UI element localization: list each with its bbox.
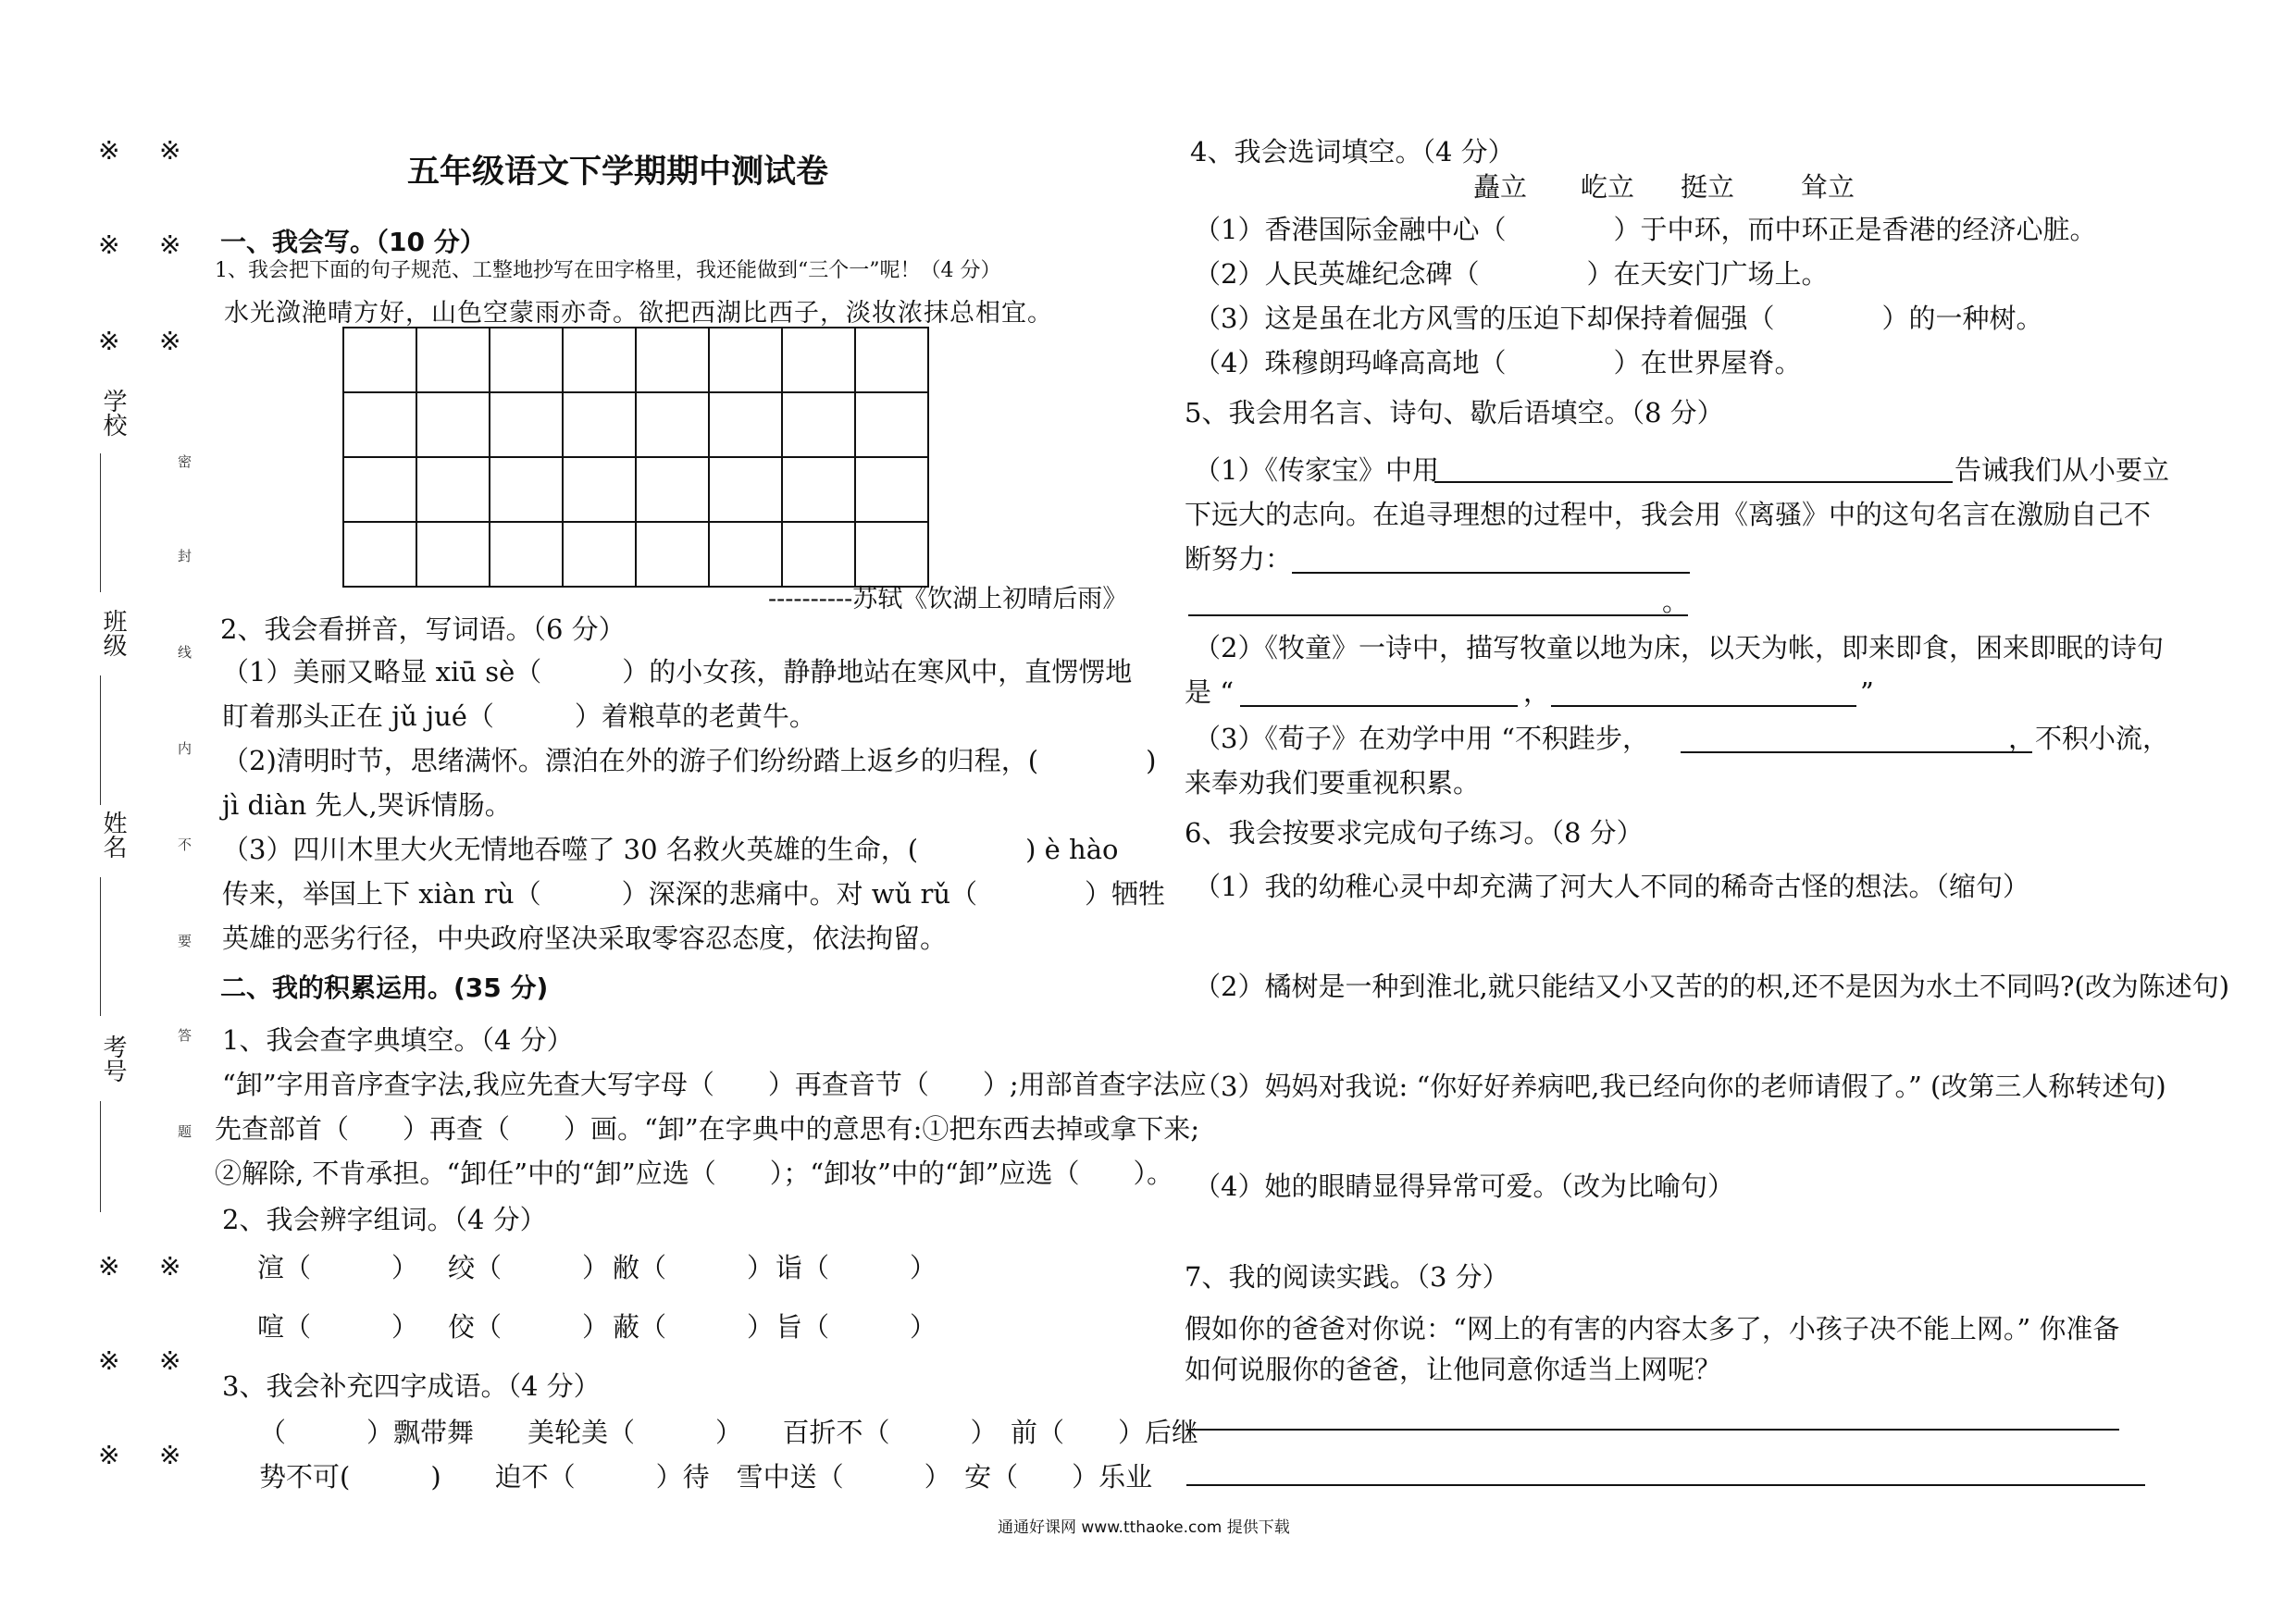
margin-mark: ※ — [159, 326, 181, 356]
fill-word-line: （3）这是虽在北方风雪的压迫下却保持着倔强（ ）的一种树。 — [1194, 303, 2043, 334]
seal-char: 题 — [178, 1123, 192, 1140]
part2-q3-prompt: 3、我会补充四字成语。（4 分） — [222, 1370, 601, 1402]
word-group-item: 佼（ ） — [448, 1311, 610, 1343]
word-group-item: 渲（ ） — [257, 1252, 419, 1283]
q7-line1: 假如你的爸爸对你说：“网上的有害的内容太多了，小孩子决不能上网。” 你准备 — [1185, 1313, 2120, 1344]
word-group-item: 敝（ ） — [613, 1252, 775, 1283]
answer-blank[interactable] — [1551, 705, 1856, 707]
pinyin-line: jì diàn 先人,哭诉情肠。 — [222, 789, 512, 821]
name-label: 姓名 — [99, 811, 127, 859]
word-choice: 挺立 — [1681, 171, 1735, 203]
answer-blank[interactable] — [1434, 481, 1953, 483]
sentence-exercise: （3）妈妈对我说: “你好好养病吧,我已经向你的老师请假了。” (改第三人称转述句) — [1194, 1071, 2166, 1102]
word-choice: 矗立 — [1473, 171, 1528, 203]
pinyin-line: 传来，举国上下 xiàn rù（ ）深深的悲痛中。对 wǔ rǔ（ ）牺牲 — [222, 878, 1166, 910]
school-blank — [100, 453, 101, 592]
seal-char: 内 — [178, 740, 192, 757]
pinyin-line: （3）四川木里大火无情地吞噬了 30 名救火英雄的生命，( ) è hào — [222, 834, 1119, 865]
seal-char: 不 — [178, 836, 192, 853]
answer-blank[interactable] — [1188, 614, 1688, 616]
margin-mark: ※ — [159, 1345, 181, 1376]
part1-q1-prompt: 1、我会把下面的句子规范、工整地抄写在田字格里，我还能做到“三个一”呢！（4 分） — [215, 259, 1001, 282]
idiom-row: 势不可( ) 迫不（ ）待 雪中送（ ） 安（ ）乐业 — [259, 1461, 1153, 1493]
word-choice: 耸立 — [1801, 171, 1855, 203]
q5-line6-comma: ， — [1523, 676, 1551, 708]
margin-mark: ※ — [98, 1345, 120, 1376]
answer-blank[interactable] — [1240, 705, 1518, 707]
dictionary-line: ②解除, 不肯承担。“卸任”中的“卸”应选（ ）；“卸妆”中的“卸”应选（ ）。 — [215, 1158, 1174, 1189]
q5-line3: 断努力： — [1185, 543, 1293, 575]
q5-line1-start: （1）《传家宝》中用 — [1194, 454, 1439, 486]
fill-word-line: （1）香港国际金融中心（ ）于中环，而中环正是香港的经济心脏。 — [1194, 214, 2097, 245]
seal-char: 密 — [178, 453, 192, 470]
answer-line[interactable] — [1186, 1429, 2119, 1431]
part2-q2-prompt: 2、我会辨字组词。（4 分） — [222, 1204, 547, 1235]
part1-q2-prompt: 2、我会看拼音，写词语。（6 分） — [220, 613, 626, 645]
answer-blank[interactable] — [1292, 572, 1690, 574]
page-title: 五年级语文下学期期中测试卷 — [407, 154, 829, 191]
word-choice: 屹立 — [1581, 171, 1635, 203]
word-group-item: 诣（ ） — [776, 1252, 937, 1283]
seal-char: 要 — [178, 933, 192, 949]
sentence-exercise: （1）我的幼稚心灵中却充满了河大人不同的稀奇古怪的想法。（缩句） — [1194, 871, 2029, 902]
name-blank — [100, 877, 101, 1016]
margin-mark: ※ — [98, 135, 120, 166]
answer-blank[interactable] — [1681, 751, 2032, 753]
footer-credit: 通通好课网 www.tthaoke.com 提供下载 — [998, 1518, 1290, 1537]
q5-line7-start: （3）《荀子》在劝学中用 “不积跬步， — [1194, 723, 1649, 754]
q4-prompt: 4、我会选词填空。（4 分） — [1190, 136, 1515, 167]
word-group-item: 绞（ ） — [448, 1252, 610, 1283]
answer-line[interactable] — [1186, 1484, 2145, 1486]
part2-q1-prompt: 1、我会查字典填空。（4 分） — [222, 1024, 574, 1056]
word-group-item: 蔽（ ） — [613, 1311, 775, 1343]
tianzige-grid[interactable] — [342, 327, 929, 588]
part2-heading: 二、我的积累运用。(35 分) — [220, 973, 549, 1003]
q5-line6-end: ” — [1860, 676, 1874, 708]
q7-line2: 如何说服你的爸爸，让他同意你适当上网呢？ — [1185, 1354, 1722, 1385]
fill-word-line: （4）珠穆朗玛峰高高地（ ）在世界屋脊。 — [1194, 347, 1802, 378]
q5-line5: （2）《牧童》一诗中，描写牧童以地为床，以天为帐，即来即食，困来即眠的诗句 — [1194, 632, 2164, 663]
pinyin-line: 盯着那头正在 jǔ jué（ ）着粮草的老黄牛。 — [222, 700, 816, 732]
q5-prompt: 5、我会用名言、诗句、歇后语填空。（8 分） — [1185, 397, 1724, 428]
pinyin-line: （2)清明时节，思绪满怀。漂泊在外的游子们纷纷踏上返乡的归程，( ) — [222, 745, 1157, 776]
poem-source: ----------苏轼《饮湖上初晴后雨》 — [768, 585, 1128, 613]
sentence-exercise: （4）她的眼睛显得异常可爱。（改为比喻句） — [1194, 1171, 1734, 1202]
q7-prompt: 7、我的阅读实践。（3 分） — [1185, 1261, 1509, 1293]
margin-mark: ※ — [159, 229, 181, 260]
fill-word-line: （2）人民英雄纪念碑（ ）在天安门广场上。 — [1194, 258, 1829, 290]
pinyin-line: 英雄的恶劣行径，中央政府坚决采取零容忍态度，依法拘留。 — [222, 923, 948, 954]
q5-line4-end: 。 — [1662, 586, 1690, 617]
seal-char: 线 — [178, 644, 192, 661]
pinyin-line: （1）美丽又略显 xiū sè（ ）的小女孩，静静地站在寒风中，直愣愣地 — [222, 656, 1133, 688]
q6-prompt: 6、我会按要求完成句子练习。（8 分） — [1185, 817, 1644, 849]
sentence-exercise: （2）橘树是一种到淮北,就只能结又小又苦的的枳,还不是因为水土不同吗?(改为陈述句) — [1194, 971, 2230, 1002]
part1-heading: 一、我会写。（10 分） — [220, 227, 486, 257]
margin-mark: ※ — [98, 326, 120, 356]
word-group-item: 旨（ ） — [776, 1311, 937, 1343]
seal-char: 答 — [178, 1027, 192, 1044]
margin-mark: ※ — [159, 1251, 181, 1282]
q5-line8: 来奉劝我们要重视积累。 — [1185, 767, 1481, 799]
dictionary-line: 先查部首（ ）再查（ ）画。“卸”在字典中的意思有:①把东西去掉或拿下来; — [215, 1113, 1200, 1145]
school-label: 学校 — [99, 389, 127, 437]
q5-line1-end: 告诫我们从小要立 — [1955, 454, 2170, 486]
q5-line7-end: ，不积小流， — [2008, 723, 2170, 754]
word-group-item: 喧（ ） — [257, 1311, 419, 1343]
margin-mark: ※ — [159, 1440, 181, 1470]
exam-number-blank — [100, 1101, 101, 1212]
margin-mark: ※ — [159, 135, 181, 166]
margin-mark: ※ — [98, 229, 120, 260]
dictionary-line: “卸”字用音序查字法,我应先查大写字母（ ）再查音节（ ）;用部首查字法应 — [222, 1069, 1207, 1100]
exam-number-label: 考号 — [99, 1035, 127, 1083]
seal-char: 封 — [178, 548, 192, 564]
margin-mark: ※ — [98, 1251, 120, 1282]
q5-line6-start: 是 “ — [1185, 676, 1235, 708]
q5-line2: 下远大的志向。在追寻理想的过程中，我会用《离骚》中的这句名言在激励自己不 — [1185, 499, 2152, 530]
class-label: 班级 — [99, 609, 127, 657]
class-blank — [100, 675, 101, 805]
poem-text: 水光潋滟晴方好，山色空蒙雨亦奇。欲把西湖比西子，淡妆浓抹总相宜。 — [224, 299, 1053, 328]
margin-mark: ※ — [98, 1440, 120, 1470]
idiom-row: （ ）飘带舞 美轮美（ ） 百折不（ ） 前（ ）后继 — [259, 1417, 1199, 1448]
